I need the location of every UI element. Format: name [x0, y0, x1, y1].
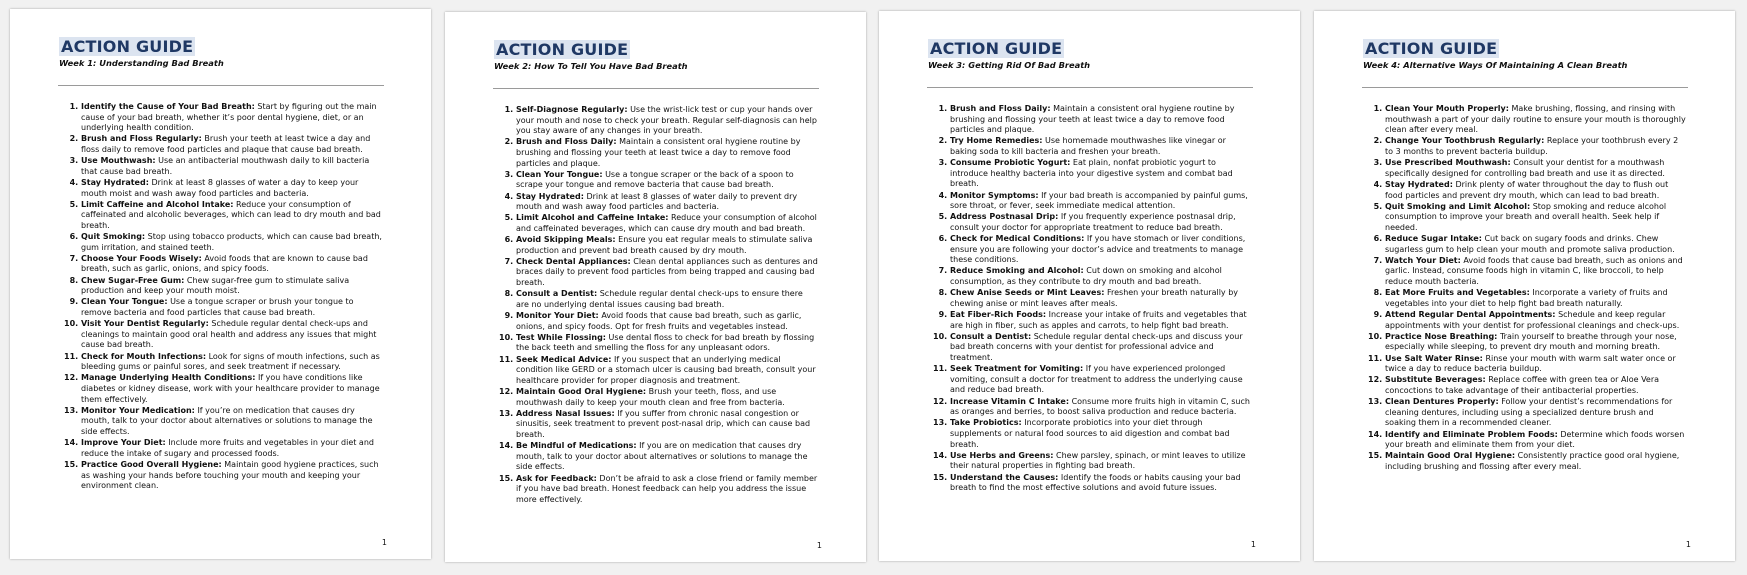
divider	[927, 87, 1253, 88]
page-subtitle: Week 1: Understanding Bad Breath	[59, 58, 224, 68]
list-item	[950, 473, 1252, 494]
action-list	[1363, 104, 1687, 473]
item-text: Stop smoking and reduce alcohol consumption to improve your breath and overall health. Seek help if needed.	[1385, 201, 1667, 232]
item-text: Replace your toothbrush every 2 to 3 months to prevent bacteria buildup.	[1385, 136, 1679, 156]
item-title: Chew Sugar-Free Gum:	[81, 275, 185, 285]
page-subtitle: Week 4: Alternative Ways Of Maintaining A Clean Breath	[1363, 60, 1628, 70]
list-item	[81, 102, 383, 134]
item-text: Maintain a consistent oral hygiene routine by brushing and flossing your teeth at least twice a day to remove food particles and plaque.	[516, 137, 801, 168]
item-text: If you have conditions like diabetes or kidney disease, work with your healthcare provider to manage them effectively.	[81, 373, 380, 404]
list-item	[950, 234, 1252, 266]
list-item	[950, 158, 1252, 190]
item-title: Quit Smoking and Limit Alcohol:	[1385, 201, 1531, 211]
item-text: Cut down on smoking and alcohol consumption, as they contribute to dry mouth and bad breath.	[950, 266, 1222, 287]
item-title: Practice Nose Breathing:	[1385, 331, 1498, 341]
list-item	[1385, 354, 1687, 375]
item-title: Use Herbs and Greens:	[950, 450, 1054, 460]
list-item	[516, 170, 818, 191]
item-title: Visit Your Dentist Regularly:	[81, 319, 209, 329]
item-text: Chew sugar-free gum to stimulate saliva production and keep your mouth moist.	[81, 275, 350, 296]
list-item	[1385, 180, 1687, 201]
item-text: If you are on medication that causes dry mouth, talk to your doctor about alternatives or solutions to manage the side effects.	[516, 441, 808, 472]
item-title: Choose Your Foods Wisely:	[81, 253, 202, 263]
item-title: Check for Mouth Infections:	[81, 351, 207, 361]
item-text: Rinse your mouth with warm salt water once or twice a day to reduce bacteria buildup.	[1385, 353, 1676, 374]
item-title: Manage Underlying Health Conditions:	[81, 373, 256, 383]
list-item	[1385, 256, 1687, 288]
list-item	[81, 232, 383, 253]
list-item	[1385, 158, 1687, 179]
list-item	[516, 409, 818, 441]
item-text: Avoid foods that cause bad breath, such as garlic, onions, and spicy foods. Opt for fresh fruits and vegetables instead.	[516, 311, 802, 331]
list-item	[950, 397, 1252, 418]
item-text: Schedule and keep regular appointments with your dentist for professional cleanings and check-ups.	[1385, 310, 1680, 330]
list-item	[1385, 202, 1687, 234]
item-text: Look for signs of mouth infections, such as bleeding gums or painful sores, and seek treatment if necessary.	[81, 351, 380, 372]
item-title: Ask for Feedback:	[516, 473, 597, 483]
list-item	[1385, 310, 1687, 331]
item-text: Avoid foods that are known to cause bad breath, such as garlic, onions, and spicy foods.	[81, 253, 368, 274]
item-title: Seek Medical Advice:	[516, 354, 612, 364]
item-text: Clean dental appliances such as dentures and braces daily to prevent food particles from being trapped and causing bad breath.	[516, 256, 818, 288]
item-title: Understand the Causes:	[950, 472, 1059, 482]
item-text: If you have experienced prolonged vomiting, consult a doctor for treatment to address the underlying cause and reduce bad breath.	[950, 364, 1243, 395]
item-title: Try Home Remedies:	[950, 136, 1043, 146]
item-text: If you have stomach or liver conditions, ensure you are following your doctor’s advice and treatments to manage these conditions.	[950, 234, 1246, 265]
page-number: 1	[1250, 540, 1256, 549]
item-text: Make brushing, flossing, and rinsing with mouthwash a part of your daily routine to ensure your mouth is thoroughly clean after every meal.	[1385, 104, 1686, 135]
item-title: Clean Your Mouth Properly:	[1385, 104, 1509, 113]
item-text: Use an antibacterial mouthwash daily to kill bacteria that cause bad breath.	[81, 156, 370, 176]
item-title: Address Postnasal Drip:	[950, 212, 1059, 222]
action-list	[928, 104, 1252, 494]
page-number: 1	[816, 541, 822, 550]
list-item	[81, 254, 383, 275]
item-text: Drink at least 8 glasses of water daily to prevent dry mouth and wash away food particles and bacteria.	[516, 191, 798, 212]
item-text: Increase your intake of fruits and vegetables that are high in fiber, such as apples and carrots, to help fight bad breath.	[950, 310, 1247, 330]
item-text: Schedule regular dental check-ups to ensure there are no underlying dental issues causing bad breath.	[516, 289, 803, 309]
item-text: Reduce your consumption of caffeinated and alcoholic beverages, which can lead to dry mouth and bad breath.	[81, 199, 381, 230]
list-item	[950, 136, 1252, 157]
divider	[1362, 87, 1688, 88]
list-item	[81, 156, 383, 177]
item-title: Attend Regular Dental Appointments:	[1385, 310, 1556, 320]
item-title: Check Dental Appliances:	[516, 256, 631, 266]
item-text: Use the wrist-lick test or cup your hands over your mouth and nose to check your breath. Regular self-diagnosis can help you stay aware of any changes in your breath.	[516, 105, 817, 136]
item-text: If you suspect that an underlying medical condition like GERD or a stomach ulcer is causing bad breath, consult your healthcare provider for proper diagnosis and treatment.	[516, 354, 816, 385]
item-text: Use dental floss to check for bad breath by flossing the back teeth and smelling the floss for any unpleasant odors.	[516, 332, 815, 353]
list-item	[81, 178, 383, 199]
document-page-week-4	[1314, 11, 1735, 561]
item-title: Increase Vitamin C Intake:	[950, 396, 1070, 406]
page-number: 1	[381, 538, 387, 547]
page-title: ACTION GUIDE	[930, 39, 1063, 58]
list-item	[516, 355, 818, 387]
item-title: Consume Probiotic Yogurt:	[950, 158, 1071, 168]
list-item	[81, 200, 383, 232]
item-title: Chew Anise Seeds or Mint Leaves:	[950, 288, 1105, 298]
item-title: Brush and Floss Regularly:	[81, 134, 202, 144]
list-item	[950, 364, 1252, 396]
list-item	[81, 297, 383, 318]
list-item	[950, 451, 1252, 472]
item-title: Maintain Good Oral Hygiene:	[1385, 451, 1516, 461]
item-text: Consume more fruits high in vitamin C, such as oranges and berries, to boost saliva production and reduce bacteria.	[950, 396, 1250, 417]
item-text: Brush your teeth, floss, and use mouthwash daily to keep your mouth clean and free from bacteria.	[516, 386, 785, 407]
item-text: Consult your dentist for a mouthwash specifically designed for controlling bad breath and use it as directed.	[1385, 158, 1665, 178]
item-text: Use homemade mouthwashes like vinegar or baking soda to kill bacteria and freshen your breath.	[950, 136, 1226, 156]
list-item	[516, 311, 818, 332]
divider	[58, 85, 384, 86]
page-title: ACTION GUIDE	[61, 37, 194, 56]
item-title: Change Your Toothbrush Regularly:	[1385, 136, 1545, 146]
list-item	[1385, 397, 1687, 429]
list-item	[516, 441, 818, 473]
item-title: Be Mindful of Medications:	[516, 441, 637, 451]
list-item	[516, 289, 818, 310]
item-title: Reduce Sugar Intake:	[1385, 234, 1482, 244]
item-title: Stay Hydrated:	[516, 191, 584, 201]
item-text: Maintain good hygiene practices, such as washing your hands before touching your mouth and keeping your environment clean.	[81, 459, 379, 491]
item-text: Ensure you eat regular meals to stimulate saliva production and prevent bad breath caused by dry mouth.	[516, 235, 813, 255]
item-text: Brush your teeth at least twice a day and floss daily to remove food particles and plaque that cause bad breath.	[81, 134, 371, 154]
item-text: Schedule regular dental check-ups and cleanings to maintain good oral health and address any issues that might cause bad breath.	[81, 319, 377, 350]
list-item	[950, 212, 1252, 233]
list-item	[1385, 451, 1687, 472]
item-title: Use Prescribed Mouthwash:	[1385, 158, 1511, 168]
list-item	[950, 310, 1252, 331]
list-item	[950, 418, 1252, 450]
item-title: Eat More Fruits and Vegetables:	[1385, 288, 1530, 298]
item-title: Limit Caffeine and Alcohol Intake:	[81, 199, 234, 209]
item-text: Schedule regular dental check-ups and discuss your bad breath concerns with your dentist for professional advice and treatment.	[950, 331, 1243, 362]
item-title: Brush and Floss Daily:	[516, 137, 617, 147]
item-title: Watch Your Diet:	[1385, 255, 1461, 265]
divider	[493, 88, 819, 89]
item-title: Brush and Floss Daily:	[950, 104, 1051, 113]
page-title: ACTION GUIDE	[496, 40, 629, 59]
item-text: Incorporate a variety of fruits and vegetables into your diet to help fight bad breath naturally.	[1385, 288, 1668, 308]
list-item	[950, 191, 1252, 212]
list-item	[950, 288, 1252, 309]
item-title: Eat Fiber-Rich Foods:	[950, 310, 1047, 320]
item-text: Maintain a consistent oral hygiene routine by brushing and flossing your teeth at least twice a day to remove food particles and plaque.	[950, 104, 1235, 135]
list-item	[516, 105, 818, 137]
item-title: Maintain Good Oral Hygiene:	[516, 386, 647, 396]
page-subtitle: Week 2: How To Tell You Have Bad Breath	[494, 61, 688, 71]
item-title: Limit Alcohol and Caffeine Intake:	[516, 213, 669, 223]
document-page-week-2	[445, 12, 866, 562]
item-title: Monitor Symptoms:	[950, 190, 1039, 200]
item-text: If you suffer from chronic nasal congestion or sinusitis, seek treatment to prevent post-nasal drip, which can cause bad breath.	[516, 408, 811, 439]
item-title: Self-Diagnose Regularly:	[516, 105, 628, 114]
item-text: Use a tongue scraper or the back of a spoon to scrape your tongue and remove bacteria that cause bad breath.	[516, 169, 794, 190]
list-item	[516, 333, 818, 354]
list-item	[81, 276, 383, 297]
item-text: Cut back on sugary foods and drinks. Chew sugarless gum to help clean your mouth and promote saliva production.	[1385, 234, 1675, 254]
item-text: Don’t be afraid to ask a close friend or family member if you have bad breath. Honest feedback can help you address the issue more effectively.	[516, 473, 818, 504]
page-title: ACTION GUIDE	[1365, 39, 1498, 58]
list-item	[1385, 104, 1687, 136]
list-item	[516, 257, 818, 289]
item-title: Quit Smoking:	[81, 232, 146, 242]
list-item	[81, 460, 383, 492]
list-item	[1385, 136, 1687, 157]
list-item	[516, 387, 818, 408]
item-text: Chew parsley, spinach, or mint leaves to utilize their natural properties in fighting bad breath.	[950, 450, 1246, 471]
list-item	[516, 192, 818, 213]
item-text: If your bad breath is accompanied by painful gums, sore throat, or fever, seek immediate medical attention.	[950, 190, 1248, 211]
page-number: 1	[1685, 540, 1691, 549]
item-title: Use Salt Water Rinse:	[1385, 353, 1483, 363]
item-title: Reduce Smoking and Alcohol:	[950, 266, 1084, 276]
item-title: Clean Dentures Properly:	[1385, 397, 1499, 407]
item-text: Drink plenty of water throughout the day to flush out food particles and prevent dry mouth, which can lead to bad breath.	[1385, 179, 1669, 200]
item-text: Avoid foods that cause bad breath, such as onions and garlic. Instead, consume foods high in vitamin C, like broccoli, to help reduce mouth bacteria.	[1385, 255, 1683, 287]
item-text: If you frequently experience postnasal drip, consult your doctor for appropriate treatment to reduce bad breath.	[950, 212, 1236, 232]
item-text: Freshen your breath naturally by chewing anise or mint leaves after meals.	[950, 288, 1238, 308]
list-item	[950, 266, 1252, 287]
item-text: Reduce your consumption of alcohol and caffeinated beverages, which can cause dry mouth and bad breath.	[516, 213, 817, 233]
item-title: Check for Medical Conditions:	[950, 234, 1085, 244]
item-title: Consult a Dentist:	[950, 331, 1032, 341]
item-text: Drink at least 8 glasses of water a day to keep your mouth moist and wash away food particles and bacteria.	[81, 177, 359, 198]
item-title: Consult a Dentist:	[516, 289, 598, 299]
item-text: Use a tongue scraper or brush your tongue to remove bacteria and food particles that cause bad breath.	[81, 297, 354, 318]
item-title: Take Probiotics:	[950, 418, 1022, 428]
item-title: Stay Hydrated:	[81, 177, 149, 187]
list-item	[1385, 234, 1687, 255]
page-subtitle: Week 3: Getting Rid Of Bad Breath	[928, 60, 1091, 70]
item-title: Substitute Beverages:	[1385, 375, 1486, 385]
item-text: Determine which foods worsen your breath and eliminate them from your diet.	[1385, 429, 1685, 450]
item-title: Monitor Your Diet:	[516, 311, 599, 321]
item-title: Use Mouthwash:	[81, 156, 156, 166]
item-text: Identify the foods or habits causing your bad breath to find the most effective solutions and avoid future issues.	[950, 472, 1241, 493]
list-item	[81, 319, 383, 351]
item-text: Consistently practice good oral hygiene, including brushing and flossing after every meal.	[1385, 451, 1680, 471]
item-title: Test While Flossing:	[516, 332, 606, 342]
action-list	[59, 102, 383, 492]
item-text: Replace coffee with green tea or Aloe Vera concoctions to take advantage of their antibacterial properties.	[1385, 375, 1660, 395]
list-item	[1385, 430, 1687, 451]
list-item	[950, 332, 1252, 364]
list-item	[81, 438, 383, 459]
item-title: Improve Your Diet:	[81, 438, 166, 448]
item-text: Start by figuring out the main cause of your bad breath, whether it’s poor dental hygiene, diet, or an underlying health condition.	[81, 102, 377, 133]
list-item	[81, 134, 383, 155]
item-text: Stop using tobacco products, which can cause bad breath, gum irritation, and stained teeth.	[81, 232, 382, 252]
item-title: Clean Your Tongue:	[81, 297, 168, 307]
list-item	[516, 235, 818, 256]
list-item	[1385, 332, 1687, 353]
item-title: Practice Good Overall Hygiene:	[81, 459, 222, 469]
item-title: Stay Hydrated:	[1385, 179, 1453, 189]
item-title: Identify the Cause of Your Bad Breath:	[81, 102, 255, 111]
list-item	[1385, 375, 1687, 396]
item-text: Incorporate probiotics into your diet through supplements or natural food sources to aid digestion and combat bad breath.	[950, 418, 1230, 449]
item-title: Clean Your Tongue:	[516, 169, 603, 179]
list-item	[516, 474, 818, 506]
item-text: Include more fruits and vegetables in your diet and reduce the intake of sugary and processed foods.	[81, 438, 374, 458]
item-text: Train yourself to breathe through your nose, especially while sleeping, to prevent dry mouth and morning breath.	[1385, 331, 1677, 352]
item-text: If you’re on medication that causes dry mouth, talk to your doctor about alternatives or solutions to manage the side effects.	[81, 405, 373, 436]
item-title: Address Nasal Issues:	[516, 408, 615, 418]
document-page-week-1	[10, 9, 431, 559]
list-item	[1385, 288, 1687, 309]
item-title: Monitor Your Medication:	[81, 405, 195, 415]
action-list	[494, 105, 818, 505]
list-item	[81, 373, 383, 405]
item-title: Seek Treatment for Vomiting:	[950, 364, 1084, 374]
list-item	[81, 406, 383, 438]
item-title: Identify and Eliminate Problem Foods:	[1385, 429, 1558, 439]
list-item	[516, 137, 818, 169]
document-page-week-3	[879, 11, 1300, 561]
list-item	[516, 213, 818, 234]
item-text: Follow your dentist’s recommendations for cleaning dentures, including using a specialized denture brush and soaking them in a recommended cleaner.	[1385, 397, 1673, 428]
list-item	[950, 104, 1252, 136]
item-text: Eat plain, nonfat probiotic yogurt to introduce healthy bacteria into your digestive system and combat bad breath.	[950, 158, 1233, 189]
item-title: Avoid Skipping Meals:	[516, 235, 616, 245]
list-item	[81, 352, 383, 373]
